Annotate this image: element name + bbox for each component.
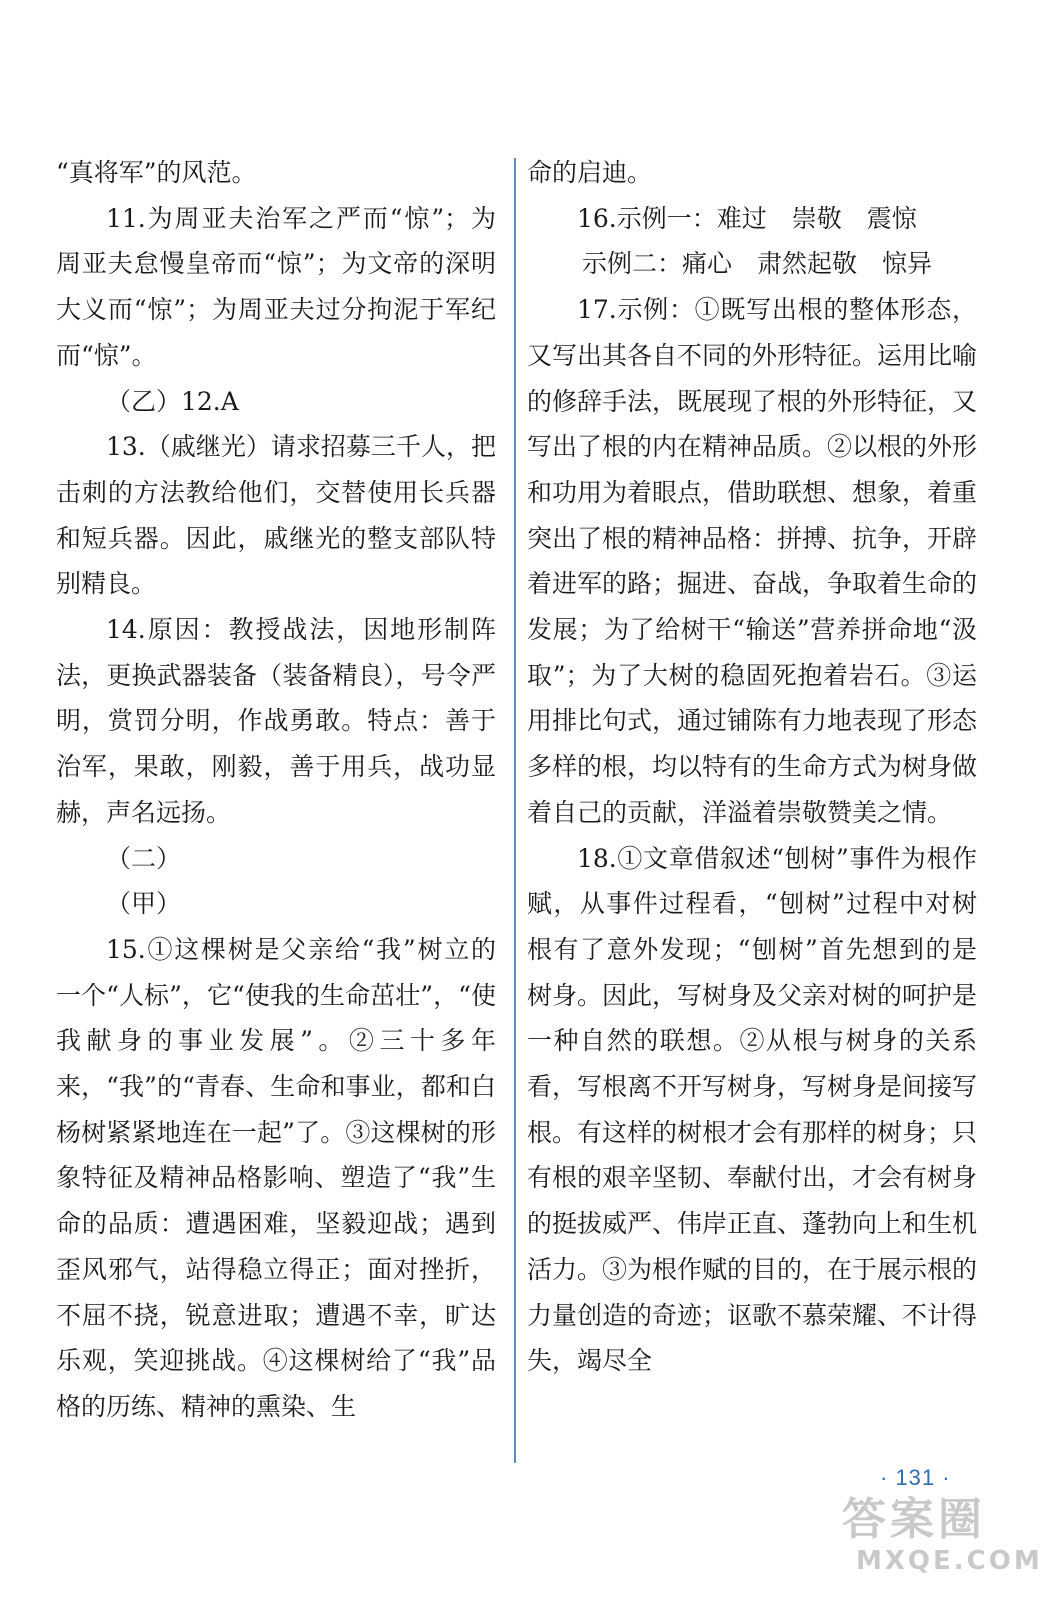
paragraph: 13.（戚继光）请求招募三千人，把击刺的方法教给他们，交替使用长兵器和短兵器。因此，戚继光的整支部队特别精良。 bbox=[56, 432, 496, 599]
watermark-text: 答案圈 bbox=[842, 1494, 986, 1545]
section-heading: （二） bbox=[106, 843, 182, 873]
paragraph: 15.①这棵树是父亲给“我”树立的一个“人标”，它“使我的生命茁壮”，“使我献身的事业发展”。②三十多年来，“我”的“青春、生命和事业，都和白杨树紧紧地连在一起”了。③这棵树的形象特征及精神品格影响、塑造了“我”生命的品质：遭遇困难，坚毅迎战；遇到歪风邪气，站得稳立得正；面对挫折，不屈不挠，锐意进取；遭遇不幸，旷达乐观，笑迎挑战。④这棵树给了“我”品格的历练、精神的熏染、生 bbox=[56, 934, 496, 1421]
column-divider bbox=[514, 158, 516, 1463]
paragraph: 14.原因：教授战法，因地形制阵法，更换武器装备（装备精良），号令严明，赏罚分明，作战勇敢。特点：善于治军，果敢，刚毅，善于用兵，战功显赫，声名远扬。 bbox=[56, 615, 496, 827]
section-heading: （甲） bbox=[106, 889, 182, 919]
paragraph: 示例二：痛心 肃然起敬 惊异 bbox=[582, 249, 933, 279]
page-number: · 131 · bbox=[880, 1465, 951, 1490]
paragraph: 命的启迪。 bbox=[527, 158, 653, 187]
paragraph: 17.示例：①既写出根的整体形态，又写出其各自不同的外形特征。运用比喻的修辞手法，既展现了根的外形特征，又写出了根的内在精神品质。②以根的外形和功用为着眼点，借助联想、想象，着重突出了根的精神品格：拼搏、抗争，开辟着进军的路；掘进、奋战，争取着生命的发展；为了给树干“输送”营养拼命地“汲取”；为了大树的稳固死抱着岩石。③运用排比句式，通过铺陈有力地表现了形态多样的根，均以特有的生命方式为树身做着自己的贡献，洋溢着崇敬赞美之情。 bbox=[527, 295, 978, 827]
paragraph: “真将军”的风范。 bbox=[56, 158, 257, 187]
watermark-url: MXQE.COM bbox=[856, 1546, 1043, 1576]
paragraph: （乙）12.A bbox=[106, 386, 239, 416]
right-column bbox=[527, 150, 977, 1384]
paragraph: 16.示例一：难过 崇敬 震惊 bbox=[577, 203, 917, 233]
watermark-logo bbox=[842, 1495, 1042, 1590]
left-column bbox=[56, 150, 496, 1430]
paragraph: 11.为周亚夫治军之严而“惊”；为周亚夫怠慢皇帝而“惊”；为文帝的深明大义而“惊”；为周亚夫过分拘泥于军纪而“惊”。 bbox=[56, 203, 496, 370]
paragraph: 18.①文章借叙述“刨树”事件为根作赋，从事件过程看，“刨树”过程中对树根有了意外发现；“刨树”首先想到的是树身。因此，写树身及父亲对树的呵护是一种自然的联想。②从根与树身的关系看，写根离不开写树身，写树身是间接写根。有这样的树根才会有那样的树身；只有根的艰辛坚韧、奉献付出，才会有树身的挺拔威严、伟岸正直、蓬勃向上和生机活力。③为根作赋的目的，在于展示根的力量创造的奇迹；讴歌不慕荣耀、不计得失，竭尽全 bbox=[527, 843, 978, 1376]
